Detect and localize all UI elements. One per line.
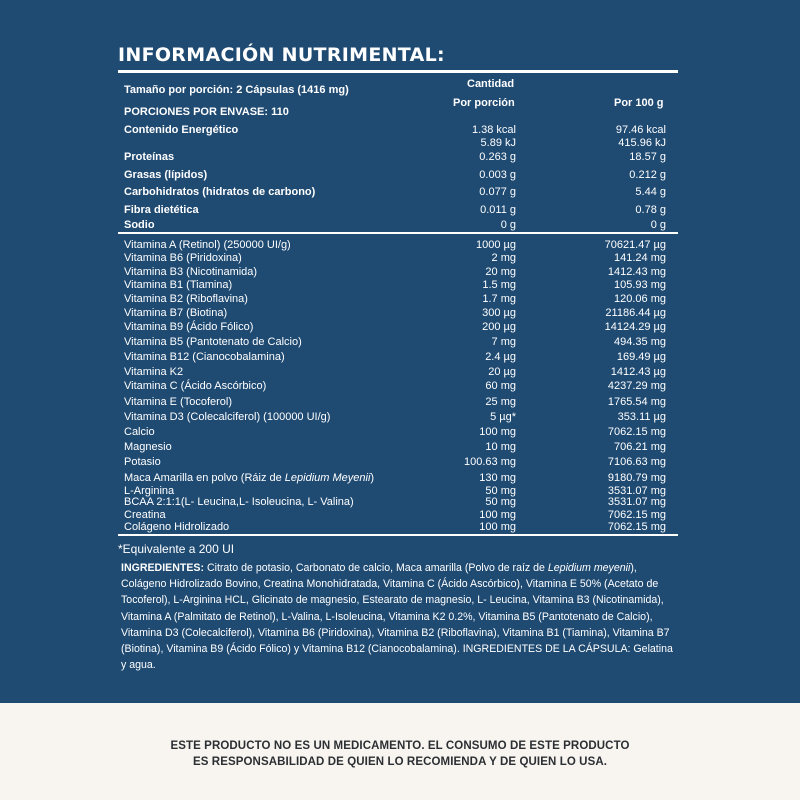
per-100g-value: 1412.43 µg [610,366,666,378]
nutrient-name: Vitamina B7 (Biotina) [124,307,228,319]
micros-divider [118,534,678,536]
per-100g-value: 0.78 g [635,204,666,216]
per-100g-value: 353.11 µg [617,411,666,423]
micro-row [118,365,678,379]
per-serving-value: 10 mg [485,441,516,453]
per-serving-value: 5 µg* [490,411,516,423]
per-serving-value: 20 µg [488,366,516,378]
nutrient-name: Grasas (lípidos) [124,169,208,181]
per-serving-value: 100 mg [479,521,516,533]
nutrient-name: Vitamina B6 (Piridoxina) [124,252,242,264]
nutrient-name: Colágeno Hidrolizado [124,521,230,533]
nutrient-name: Vitamina E (Tocoferol) [124,396,233,408]
per-serving-value: 200 µg [482,321,516,333]
per-serving-value: 1000 µg [476,239,516,251]
per-serving-value: 50 mg [485,496,516,508]
nutrient-name: Vitamina B2 (Riboflavina) [124,293,248,305]
nutrient-name-suffix: ) [370,472,375,484]
per-100g-label: Por 100 g [614,97,664,109]
macro-row [118,218,678,232]
per-100g-value: 1765.54 mg [607,396,666,408]
disclaimer-line-2: ES RESPONSABILIDAD DE QUIEN LO RECOMIENDA Y DE QUIEN LO USA. [192,756,608,768]
micro-row [118,520,678,534]
nutrient-name: Vitamina B5 (Pantotenato de Calcio) [124,336,302,348]
per-serving-value: 0.003 g [479,169,516,181]
nutrient-name: Fibra dietética [124,204,199,216]
micro-row [118,320,678,334]
per-100g-value: 120.06 mg [614,293,666,305]
per-serving-value: 100.63 mg [464,456,516,468]
serving-size: Tamaño por porción: 2 Cápsulas (1416 mg) [124,84,349,96]
per-serving-value: 100 mg [479,509,516,521]
nutrient-name: Vitamina B1 (Tiamina) [124,279,233,291]
per-100g-value: 105.93 mg [614,279,666,291]
per-100g-value: 14124.29 µg [604,321,666,333]
per-100g-value: 1412.43 mg [607,266,666,278]
nutrient-name: BCAA 2:1:1(L- Leucina,L- Isoleucina, L- Valina) [124,496,354,508]
disclaimer-line-1: ESTE PRODUCTO NO ES UN MEDICAMENTO. EL CONSUMO DE ESTE PRODUCTO [170,740,630,752]
per-100g-value: 415.96 kJ [618,137,666,149]
micro-row [118,379,678,393]
micro-row [118,251,678,265]
micro-row [118,410,678,424]
nutrient-name: Potasio [124,456,161,468]
nutrient-name: Vitamina A (Retinol) (250000 UI/g) [124,239,291,251]
nutrient-name: Vitamina D3 (Colecalciferol) (100000 UI/g) [124,411,331,423]
per-100g-value: 21186.44 µg [605,307,666,319]
per-100g-value: 3531.07 mg [607,485,666,497]
ingredients-italic: Lepidium meyenii [547,562,631,574]
micro-row [118,471,678,485]
per-100g-value: 9180.79 mg [607,472,666,484]
per-serving-value: 50 mg [485,485,516,497]
per-serving-value: 2.4 µg [485,351,516,363]
per-serving-value: 25 mg [485,396,516,408]
servings-per-container: PORCIONES POR ENVASE: 110 [124,106,289,118]
footnote: *Equivalente a 200 UI [118,542,235,556]
per-100g-value: 7062.15 mg [607,521,666,533]
nutrient-name: Sodio [124,219,155,231]
macro-row-secondary [118,136,678,150]
per-100g-value: 7062.15 mg [607,426,666,438]
nutrient-name: Vitamina K2 [124,366,184,378]
nutrient-name [124,471,374,485]
ingredients-lead: INGREDIENTES: [121,562,204,574]
per-100g-value: 0.212 g [629,169,666,181]
page-title: INFORMACIÓN NUTRIMENTAL: [118,44,445,66]
nutrient-name: Vitamina B12 (Cianocobalamina) [124,351,285,363]
per-100g-value: 3531.07 mg [607,496,666,508]
nutrient-name: Magnesio [124,441,172,453]
nutrient-name: Creatina [124,509,166,521]
micro-row [118,292,678,306]
nutrient-name: Carbohidratos (hidratos de carbono) [124,186,316,198]
nutrient-name: Vitamina B9 (Ácido Fólico) [124,321,254,333]
micro-row [118,440,678,454]
per-serving-value: 100 mg [479,426,516,438]
nutrient-name: Calcio [124,426,155,438]
macros-divider [118,232,678,234]
per-serving-label: Por porción [453,97,515,109]
macro-row [118,150,678,164]
micro-row [118,278,678,292]
micro-row [118,335,678,349]
per-100g-value: 0 g [650,219,666,231]
per-serving-value: 300 µg [482,307,516,319]
per-100g-value: 494.35 mg [614,336,666,348]
per-serving-value: 5.89 kJ [480,137,516,149]
per-serving-value: 130 mg [479,472,516,484]
per-100g-value: 5.44 g [635,186,666,198]
micro-row [118,395,678,409]
macro-row [118,123,678,137]
per-serving-value: 2 mg [491,252,516,264]
per-100g-value: 4237.29 mg [607,380,666,392]
per-serving-value: 7 mg [491,336,516,348]
per-serving-value: 1.5 mg [482,279,516,291]
per-serving-value: 1.38 kcal [471,124,516,136]
per-100g-value: 18.57 g [629,151,666,163]
disclaimer [0,738,800,770]
nutrient-name: Proteínas [124,151,175,163]
per-100g-value: 97.46 kcal [615,124,666,136]
micro-row [118,495,678,509]
nutrient-name-italic: Lepidium Meyenii [284,472,371,484]
per-serving-value: 0 g [500,219,516,231]
per-100g-value: 141.24 mg [614,252,666,264]
macro-row [118,203,678,217]
macro-row [118,168,678,182]
micro-row [118,350,678,364]
per-serving-value: 0.263 g [479,151,516,163]
per-serving-value: 60 mg [485,380,516,392]
micro-row [118,265,678,279]
ingredients-part1: Citrato de potasio, Carbonato de calcio, Maca amarilla (Polvo de raíz de [204,562,548,574]
per-serving-value: 20 mg [485,266,516,278]
micro-row [118,455,678,469]
quantity-label: Cantidad [467,78,515,90]
per-100g-value: 70621.47 µg [604,239,666,251]
ingredients-part2: ), Colágeno Hidrolizado Bovino, Creatina Monohidratada, Vitamina C (Ácido Ascórbico), Vitamina E 50% (Acetato de Tocoferol), L-Arginina HCL, Glicinato de magnesio, Estearato de magnesio, L- Leucina, Vitamina B3 (Nicotinamida), Vitamina A (Palmitato de Retinol), L-Valina, L-Isoleucina, Vitamina K2 0.2%, Vitamina B5 (Pantotenato de Calcio), Vitamina D3 (Colecalciferol), Vitamina B6 (Piridoxina), Vitamina B2 (Riboflavina), Vitamina B1 (Tiamina), Vitamina B7 (Biotina), Vitamina B9 (Ácido Fólico) y Vitamina B12 (Cianocobalamina). INGREDIENTES DE LA CÁPSULA: Gelatina y agua. [121,562,673,672]
micro-row [118,306,678,320]
per-serving-value: 0.077 g [479,186,516,198]
micro-row [118,238,678,252]
per-serving-value: 0.011 g [480,204,516,216]
micro-row [118,425,678,439]
nutrient-name: Vitamina C (Ácido Ascórbico) [124,380,267,392]
nutrient-name: Contenido Energético [124,124,239,136]
per-100g-value: 7062.15 mg [607,509,666,521]
ingredients-text [121,560,681,673]
per-serving-value: 1.7 mg [482,293,516,305]
macro-row [118,185,678,199]
per-100g-value: 706.21 mg [614,441,666,453]
nutrient-name-prefix: Maca Amarilla en polvo (Ráiz de [124,472,285,484]
title-divider [118,70,678,73]
per-100g-value: 7106.63 mg [607,456,666,468]
nutrient-name: L-Arginina [124,485,175,497]
nutrient-name: Vitamina B3 (Nicotinamida) [124,266,258,278]
per-100g-value: 169.49 µg [616,351,666,363]
